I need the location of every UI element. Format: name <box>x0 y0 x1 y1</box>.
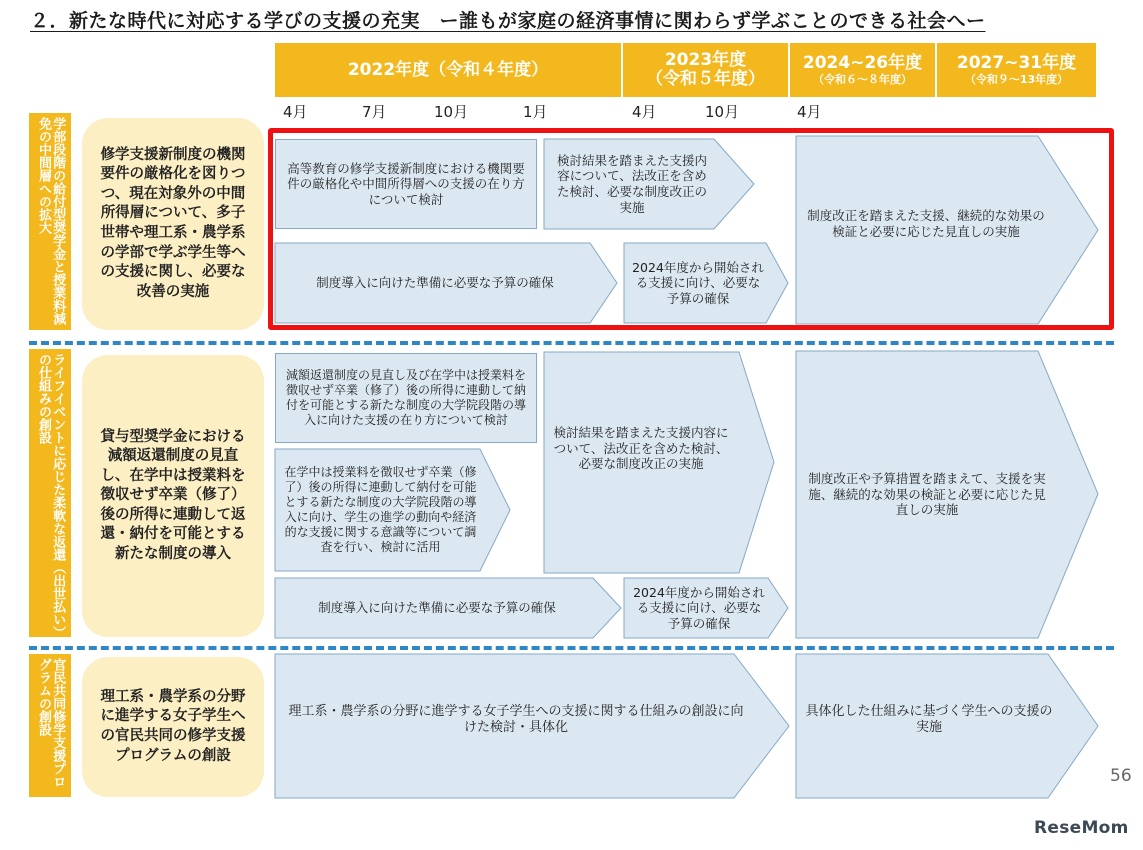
header-2027-31 <box>937 43 1096 97</box>
page-number: 56 <box>1110 766 1132 786</box>
header-2022 <box>275 43 621 97</box>
task-arrow <box>275 578 621 638</box>
section-2-description: 貸与型奨学金における減額返還制度の見直し、在学中は授業料を徴収せず卒業（修了）後の所得に連動して返還・納付を可能とする新たな制度の導入 <box>82 355 264 637</box>
task-arrow <box>624 578 788 638</box>
task-box: 高等教育の修学支援新制度における機関要件の厳格化や中間所得層への支援の在り方について検討 <box>275 139 537 229</box>
header-2024-main: 2024~26年度 <box>802 52 923 73</box>
header-2024-26 <box>790 43 935 97</box>
month-label: 4月 <box>632 103 657 121</box>
task-arrow-text: 制度導入に向けた準備に必要な予算の確保 <box>318 600 556 616</box>
month-label: 4月 <box>797 103 822 121</box>
header-2027-main: 2027~31年度 <box>956 52 1077 73</box>
task-arrow <box>275 654 789 798</box>
task-arrow-text: 2024年度から開始される支援に向け、必要な予算の確保 <box>632 259 764 306</box>
task-arrow-text: 具体化した仕組みに基づく学生への支援の実施 <box>805 703 1053 735</box>
section-divider <box>29 341 1114 345</box>
task-arrow <box>796 351 1098 638</box>
task-arrow-text: 制度改正を踏まえた支援、継続的な効果の検証と必要に応じた見直しの実施 <box>807 208 1045 239</box>
header-2027-sub: （令和９～13年度） <box>964 73 1069 87</box>
section-3-label: 官民共同修学支援プログラムの創設 <box>29 654 71 797</box>
task-arrow <box>275 449 510 571</box>
section-3-description: 理工系・農学系の分野に進学する女子学生への官民共同の修学支援プログラムの創設 <box>82 657 264 797</box>
task-arrow <box>796 654 1098 798</box>
task-arrow-text: 2024年度から開始される支援に向け、必要な予算の確保 <box>633 584 765 631</box>
month-label: 4月 <box>283 103 308 121</box>
section-divider <box>29 646 1114 650</box>
header-2024-sub: （令和６～８年度） <box>813 73 912 87</box>
task-arrow-text: 在学中は授業料を徴収せず卒業（修了）後の所得に連動して納付を可能とする新たな制度の大学院段階の導入に向け、学生の進学の動向や経済的な支援に関する意識等について調査を行い、検討に活用 <box>284 465 477 554</box>
task-arrow-text: 制度導入に向けた準備に必要な予算の確保 <box>316 275 554 291</box>
resemom-logo: ReseMom <box>1034 818 1129 838</box>
highlight-frame <box>268 128 1114 330</box>
month-label: 7月 <box>362 103 387 121</box>
task-arrow-text: 検討結果を踏まえた支援内容について、法改正を含めた検討、必要な制度改正の実施 <box>553 425 729 472</box>
task-arrow-text: 理工系・農学系の分野に進学する女子学生への支援に関する仕組みの創設に向けた検討・具体化 <box>288 703 744 735</box>
page-title: ２．新たな時代に対応する学びの支援の充実 ー誰もが家庭の経済事情に関わらず学ぶことのできる社会へー <box>30 10 986 32</box>
header-2023-sub: （令和５年度） <box>646 69 765 89</box>
task-arrow-text: 検討結果を踏まえた支援内容について、法改正を含めた検討、必要な制度改正の実施 <box>556 152 707 215</box>
header-2023 <box>623 43 788 97</box>
header-2022-main: 2022年度（令和４年度） <box>347 59 549 80</box>
task-arrow-text: 制度改正や予算措置を踏まえて、支援を実施、継続的な効果の検証と必要に応じた見直しの実施 <box>808 471 1046 518</box>
month-label: 10月 <box>705 103 740 121</box>
month-label: 1月 <box>523 103 548 121</box>
section-2-label: ライフイベントに応じた柔軟な返還（出世払い）の仕組みの創設 <box>29 349 71 637</box>
section-1-description: 修学支援新制度の機関要件の厳格化を図りつつ、現在対象外の中間所得層について、多子世帯や理工系・農学系の学部で学ぶ学生等への支援に関し、必要な改善の実施 <box>82 118 264 330</box>
section-1-label: 学部段階の給付型奨学金と授業料減免の中間層への拡大 <box>29 113 71 330</box>
header-2023-main: 2023年度 <box>664 50 747 71</box>
task-box: 減額返還制度の見直し及び在学中は授業料を徴収せず卒業（修了）後の所得に連動して納付を可能とする新たな制度の大学院段階の導入に向けた支援の在り方について検討 <box>275 353 537 443</box>
month-label: 10月 <box>434 103 469 121</box>
task-arrow <box>544 352 774 573</box>
